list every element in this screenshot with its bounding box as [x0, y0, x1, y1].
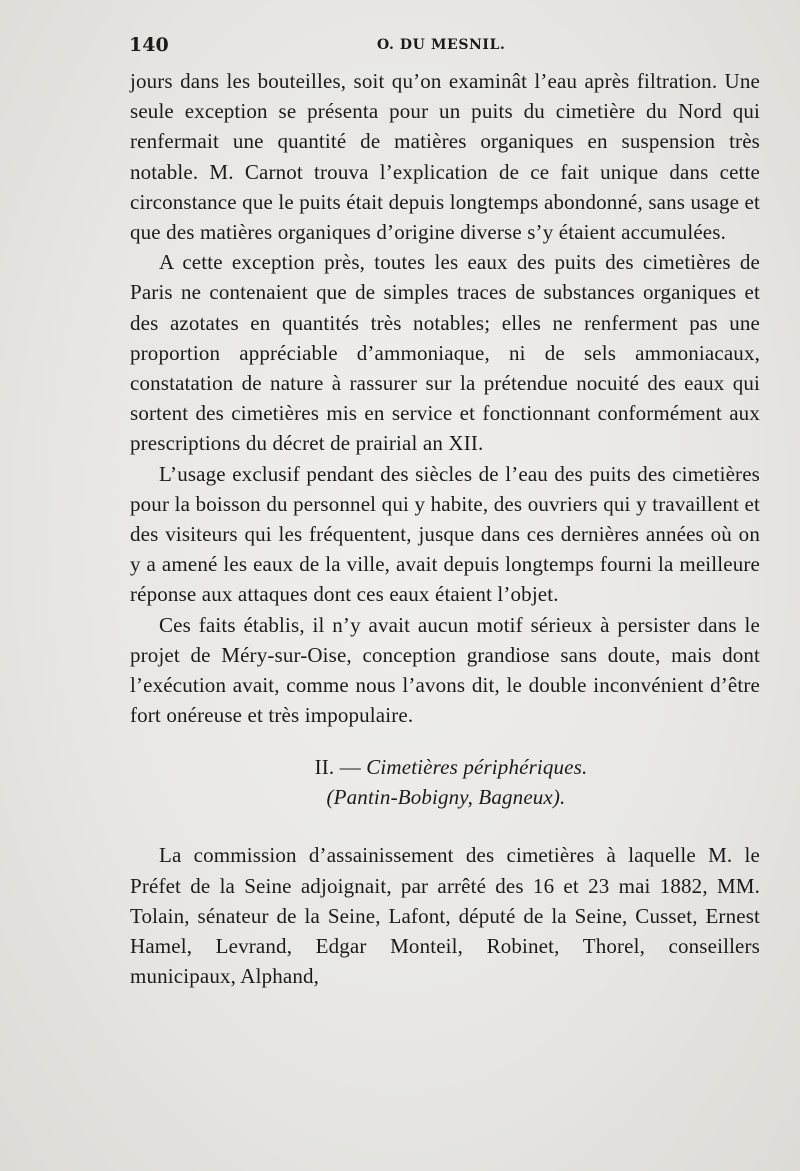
page-header — [129, 34, 759, 58]
page-number: 140 — [129, 34, 169, 56]
paragraph-4: Ces faits établis, il n’y avait aucun motif sérieux à persister dans le projet de Méry-sur-Oise, conception grandiose sans doute, mais dont l’exécution avait, comme nous l’avons dit, le double inconvénient d’être fort onéreuse et très impopulaire. — [130, 612, 760, 728]
running-title: O. DU MESNIL. — [377, 37, 506, 53]
section-subtitle-line — [130, 782, 760, 812]
paragraph-1: jours dans les bouteilles, soit qu’on examinât l’eau après filtration. Une seule exception se présenta pour un puits du cimetière du Nord qui renfermait une quantité de matières organiques en suspension très notable. M. Carnot trouva l’explication de ce fait unique dans cette circonstance que le puits était depuis longtemps abondonné, sans usage et que des matières organiques d’origine diverse s’y étaient accumulées. — [130, 69, 760, 245]
paragraph-5: La commission d’assainissement des cimetières à laquelle M. le Préfet de la Seine adjoignait, par arrêté des 16 et 23 mai 1882, MM. Tolain, sénateur de la Seine, Lafont, député de la Seine, Cusset, Ernest Hamel, Levrand, Edgar Monteil, Robinet, Thorel, conseillers municipaux, Alphand, — [130, 843, 760, 989]
section-numeral: II. — [314, 755, 335, 780]
body-text — [130, 66, 760, 991]
section-title: Cimetières périphériques. — [366, 755, 588, 780]
paragraph-3: L’usage exclusif pendant des siècles de l’eau des puits des cimetières pour la boisson du personnel qui y habite, des ouvriers qui y travaillent et des visiteurs qui les fréquentent, jusque dans ces dernières années où on y a amené les eaux de la ville, avait depuis longtemps fourni la meilleure réponse aux attaques dont ces eaux étaient l’objet. — [130, 461, 760, 607]
section-places: (Pantin-Bobigny, Bagneux). — [326, 785, 566, 810]
section-title-line — [130, 752, 760, 782]
section-dash: — — [339, 755, 361, 780]
section-heading — [130, 752, 760, 812]
paragraph-2: A cette exception près, toutes les eaux des puits des cimetières de Paris ne contenaient que de simples traces de substances organiques et des azotates en quantités très notables; elles ne renferment pas une proportion appréciable d’ammoniaque, ni de sels ammoniacaux, constatation de nature à rassurer sur la prétendue nocuité des eaux qui sortent des cimetières mis en service et fonctionnant conformément aux prescriptions du décret de prairial an XII. — [130, 250, 760, 456]
